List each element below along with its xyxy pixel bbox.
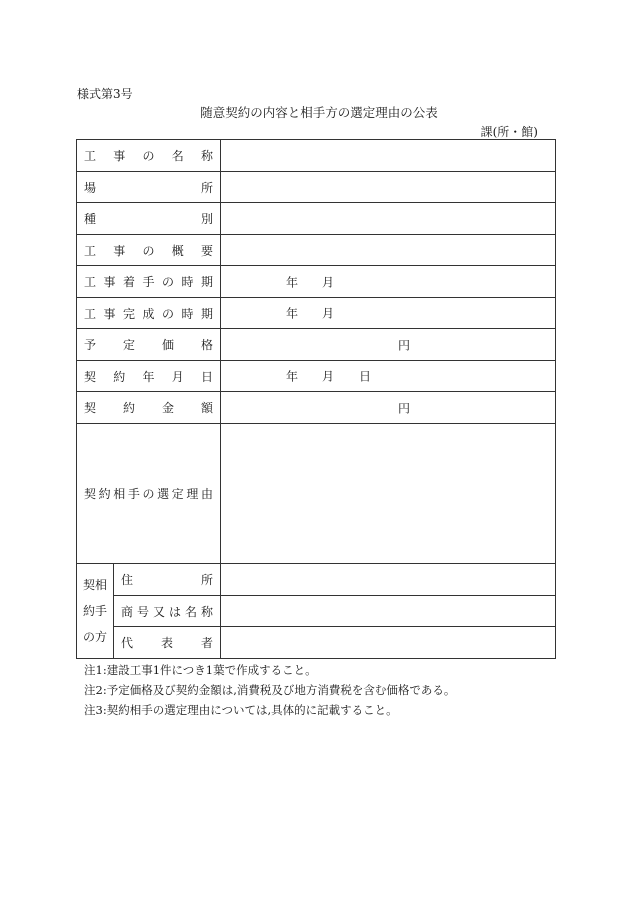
row-contract-date: [77, 361, 556, 392]
contractor-representative-field[interactable]: [221, 627, 556, 659]
label-char: 工: [84, 275, 97, 289]
row-label: [84, 210, 213, 227]
department-label: 課(所・館): [480, 125, 538, 139]
row-label: [121, 571, 213, 588]
row-label: [121, 634, 213, 651]
row-label: [84, 305, 213, 322]
label-char: 代: [121, 636, 134, 650]
label-char: 種: [84, 212, 97, 226]
row-selection-reason: [77, 424, 556, 564]
label-char: 表: [161, 636, 174, 650]
start-date-field[interactable]: [221, 266, 556, 298]
row-label: [84, 147, 213, 164]
label-char: 工: [84, 306, 97, 321]
label-char: 期: [201, 306, 214, 321]
label-char: 相: [113, 487, 126, 501]
label-char: 事: [103, 306, 116, 321]
label-char: 定: [123, 338, 136, 352]
label-char: 理: [186, 487, 199, 501]
label-char: 所: [201, 573, 214, 587]
contractor-label-line: 契相: [82, 578, 107, 592]
label-char: 事: [113, 149, 126, 163]
year-mark: 年: [286, 306, 299, 321]
row-contractor-name: [77, 596, 556, 627]
label-char: の: [142, 243, 155, 258]
row-label: [84, 179, 213, 196]
label-char: の: [162, 275, 175, 289]
form-number: 様式第3号: [77, 87, 133, 101]
month-mark: 月: [322, 275, 335, 289]
label-char: の: [162, 306, 175, 321]
contract-amount-field[interactable]: [221, 392, 556, 424]
label-char: の: [142, 487, 155, 501]
label-char: 格: [201, 338, 214, 352]
label-char: 日: [201, 369, 214, 384]
label-char: 手: [142, 275, 155, 289]
contractor-address-field[interactable]: [221, 564, 556, 596]
label-char: 又: [153, 604, 166, 619]
label-char: 者: [201, 636, 214, 650]
label-char: の: [142, 149, 155, 163]
row-location: [77, 172, 556, 203]
contractor-label-line: 約手: [82, 604, 107, 618]
note-item: 注1:建設工事1件につき1葉で作成すること。: [84, 663, 317, 677]
label-char: 定: [171, 487, 184, 501]
row-estimated-price: [77, 329, 556, 361]
label-char: 名: [171, 149, 184, 163]
label-char: 完: [123, 306, 136, 321]
year-mark: 年: [286, 369, 299, 384]
notes: [84, 660, 455, 720]
row-label: [84, 485, 213, 502]
row-contractor-representative: [77, 627, 556, 659]
label-char: 称: [201, 149, 214, 163]
label-char: 時: [181, 306, 194, 321]
yen-mark: 円: [398, 338, 411, 352]
label-char: 予: [84, 338, 97, 352]
label-char: は: [169, 604, 182, 619]
label-char: 手: [127, 487, 140, 501]
label-char: 場: [84, 180, 97, 195]
note-item: 注3:契約相手の選定理由については,具体的に記載すること。: [84, 703, 398, 717]
row-type: [77, 203, 556, 235]
overview-field[interactable]: [221, 235, 556, 266]
type-field[interactable]: [221, 203, 556, 235]
row-contract-amount: [77, 392, 556, 424]
label-char: 契: [84, 369, 97, 384]
row-construction-name: [77, 140, 556, 172]
row-completion-date: [77, 298, 556, 329]
label-char: 要: [201, 243, 214, 258]
yen-mark: 円: [398, 401, 411, 415]
completion-date-field[interactable]: [221, 298, 556, 329]
label-char: 金: [162, 401, 175, 415]
row-label: [84, 368, 213, 385]
label-char: 約: [123, 401, 136, 415]
row-label: [84, 399, 213, 416]
label-char: 選: [157, 487, 170, 501]
month-mark: 月: [322, 306, 335, 321]
label-char: 期: [201, 275, 214, 289]
estimated-price-field[interactable]: [221, 329, 556, 361]
row-start-date: [77, 266, 556, 298]
label-char: 成: [142, 306, 155, 321]
label-char: 時: [181, 275, 194, 289]
contract-date-field[interactable]: [221, 361, 556, 392]
year-mark: 年: [286, 275, 299, 289]
label-char: 事: [113, 243, 126, 258]
label-char: 契: [84, 401, 97, 415]
location-field[interactable]: [221, 172, 556, 203]
label-char: 住: [121, 573, 134, 587]
label-char: 月: [171, 369, 184, 384]
construction-name-field[interactable]: [221, 140, 556, 172]
label-char: 着: [123, 275, 136, 289]
label-char: 価: [162, 338, 175, 352]
label-char: 事: [103, 275, 116, 289]
row-label: [84, 336, 213, 353]
contractor-name-field[interactable]: [221, 596, 556, 627]
label-char: 由: [201, 487, 214, 501]
label-char: 名: [185, 604, 198, 619]
disclosure-table: [76, 139, 556, 659]
document-title: 随意契約の内容と相手方の選定理由の公表: [200, 105, 438, 120]
row-label: [84, 242, 213, 259]
row-label: [84, 273, 213, 290]
label-char: 称: [201, 604, 214, 619]
label-char: 約: [98, 487, 111, 501]
label-char: 別: [201, 212, 214, 226]
month-mark: 月: [322, 369, 335, 384]
label-char: 概: [171, 243, 184, 258]
note-item: 注2:予定価格及び契約金額は,消費税及び地方消費税を含む価格である。: [84, 683, 456, 697]
label-char: 年: [142, 369, 155, 384]
label-char: 号: [137, 604, 150, 619]
day-mark: 日: [359, 369, 372, 384]
contractor-label-line: の方: [82, 630, 107, 644]
row-overview: [77, 235, 556, 266]
label-char: 契: [84, 487, 97, 501]
label-char: 商: [121, 604, 134, 619]
label-char: 額: [201, 401, 214, 415]
row-contractor-address: [77, 564, 556, 596]
selection-reason-field[interactable]: [221, 424, 556, 564]
contractor-group-label: [77, 564, 114, 659]
label-char: 所: [201, 180, 214, 195]
label-char: 工: [84, 149, 97, 163]
label-char: 工: [84, 243, 97, 258]
label-char: 約: [113, 369, 126, 384]
row-label: [121, 603, 213, 620]
